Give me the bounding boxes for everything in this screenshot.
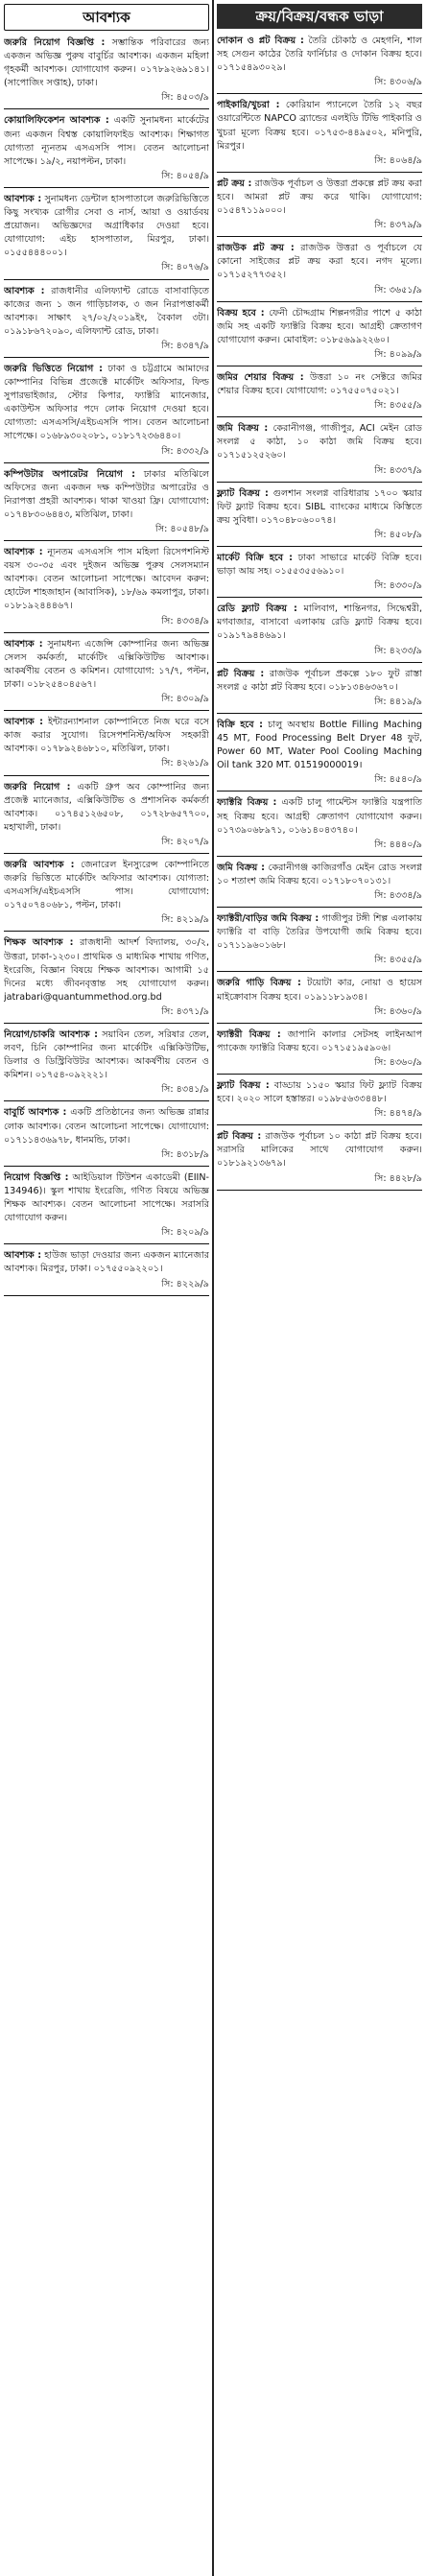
classified-ad — [217, 1130, 422, 1185]
ad-body: একটি প্রতিষ্ঠানের জন্য অভিজ্ঞ রান্নার লোক আবশ্যক। বেতন আলোচনা সাপেক্ষে। যোগাযোগ: ০১৭১১৪৩৬৯৭৮, ধানমন্ডি, ঢাকা। — [4, 1107, 209, 1146]
ad-reference-code: সি: ৪০৫৪৮/৯ — [155, 524, 209, 534]
ad-body: কোরিয়ান প্যানেলে তৈরি ১২ বছর ওয়ারেন্টিতে NAPCO ব্র্যান্ডের এলইডি টিভি পাইকারি ও খুচরা মূল্যে বিক্রয় হবে। ০১৭৫৩-৪৪৯৫০২, মনিপুরি, মিরপুর। — [217, 100, 422, 152]
ad-reference-code: সি: ৪৪৭৪/৯ — [374, 1108, 422, 1120]
ad-body: কেরানীগঞ্জ, গাজীপুর, ACI মেইন রোড সংলগ্ন ৫ কাঠা, ১০ কাঠা জমি বিক্রয় হবে। ০১৭১৫১২৫২৬০। — [217, 423, 422, 461]
ad-text — [217, 487, 422, 528]
ad-text — [4, 363, 209, 444]
classified-ad — [217, 1079, 422, 1121]
ad-body: সম্ভান্তিক পরিবারের জন্য একজন অভিজ্ঞ পুরুষ বাবুর্চির আবশ্যক। একজন মহিলা গৃহকর্মী আবশ্যক। যোগাযোগ করুন। ০১৭৮৯২৬৯১৪১। (সাপোজিং সপ্তাহ), ঢাকা। — [4, 37, 209, 89]
ad-heading: জরুরি গাড়ি বিক্রয় : — [217, 978, 301, 989]
ad-heading: পাইকারি/খুচরা : — [217, 100, 280, 111]
classified-ad — [217, 422, 422, 477]
ad-body: জাপানি কালার সেটসহ লাইনআপ প্যাকেজ ফ্যাক্টরি বিক্রয় হবে। ০১৭১৫১৯৫৯০৬। — [217, 1028, 422, 1053]
ad-body: ঢাকা সাভারে মার্কেট বিক্রি হবে। ভাড়া আয় সহ। ০১৫৫৩৫৫৬৯১০। — [217, 553, 422, 578]
ad-reference-code: সি: ৪০৯৯/৯ — [374, 348, 422, 360]
ad-text — [217, 371, 422, 398]
ad-heading: শিক্ষক আবশ্যক : — [4, 937, 74, 949]
classified-ad — [217, 552, 422, 593]
ad-heading: জরুরি আবশ্যক : — [4, 859, 75, 870]
ad-text — [217, 35, 422, 75]
ad-separator — [4, 775, 209, 776]
ad-reference-code: সি: ৪৩৩৭/৯ — [374, 464, 422, 476]
ad-heading: আবশ্যক : — [4, 717, 43, 728]
classified-ad — [217, 35, 422, 89]
ad-text — [217, 242, 422, 282]
ad-separator — [217, 1124, 422, 1125]
ad-separator — [217, 172, 422, 173]
column-buy-sell — [217, 0, 422, 2576]
classified-ad — [217, 1028, 422, 1070]
ad-text — [4, 468, 209, 522]
ad-heading: জমি বিক্রয় : — [217, 862, 265, 873]
ad-heading: মার্কেট বিক্রি হবে : — [217, 553, 293, 563]
ad-reference-code: সি: ৪৩৪১/৯ — [161, 1084, 209, 1096]
ad-heading: জমি বিক্রয় : — [217, 423, 269, 435]
ad-reference-code: সি: ৪২৩৩/৯ — [374, 645, 422, 656]
ad-separator — [217, 546, 422, 547]
classified-ad — [217, 862, 422, 903]
ad-body: গুলশান সংলগ্ন বারিধারায় ১৭০০ স্কয়ার ফিট ফ্ল্যাট বিক্রয় হবে। SIBL ব্যাংকের মাধ্যমে কিস্তিতে ক্রয় সুবিধা। ০১৭০৪৮০৬০০৭৪। — [217, 487, 422, 526]
ad-text — [217, 552, 422, 579]
ad-body: ন্যূনতম এসএসসি পাস মহিলা রিসেপশনিস্ট বয়স ৩০-৩৫ এবং দুইজন অভিজ্ঞ পুরুষ সেলসম্যান আবশ্যক। বেতন আলোচনা সাপেক্ষে। আবেদন করুন: হোটেল শাহজাহান (আবাসিক), ১৮/৬৯ কমলাপুর, ঢাকা। ০১৮১৯২৪৪৪৬৭। — [4, 547, 209, 612]
ad-heading: বিক্রয় হবে : — [217, 307, 265, 319]
ad-separator — [4, 357, 209, 358]
classified-ad — [4, 781, 209, 849]
ad-heading: আবশ্যক : — [4, 547, 43, 558]
ad-body: উত্তরা ১০ নং সেক্টরে জমির শেয়ার বিক্রয় হবে। যোগাযোগ: ০১৭৫৫০৭৫০২১। — [217, 371, 422, 397]
classified-ad — [4, 36, 209, 105]
ad-heading: আবশ্যক : — [4, 285, 45, 296]
ad-body: রাজউক পূর্বাচল ১০ কাঠা প্লট বিক্রয় হবে। সরাসরি মালিকের সাথে যোগাযোগ করুন। ০১৮১৯২১৩৬৭৯। — [217, 1131, 422, 1170]
wanted-ads-list — [4, 36, 209, 1296]
classified-ad — [217, 796, 422, 851]
ad-heading: দোকান ও প্লট বিক্রয় : — [217, 35, 304, 46]
ad-separator — [217, 93, 422, 94]
ad-separator — [217, 856, 422, 857]
ad-separator — [217, 301, 422, 302]
ad-body: চালু অবস্থায় Bottle Filling Maching 45 MT, Food Processing Belt Dryer 48 ফুট, Power 60 MT, Water Pool Cooling Maching Oil tank 320 MT. 01519000019। — [217, 719, 422, 771]
ad-text — [4, 1106, 209, 1146]
ad-reference-code: সি: ৪৩৬০/৯ — [374, 1056, 422, 1068]
ad-text — [4, 36, 209, 90]
ad-text — [217, 1130, 422, 1170]
ad-reference-code: সি: ৪৩৪৭/৯ — [161, 340, 209, 351]
ad-separator — [217, 416, 422, 417]
ad-separator — [217, 791, 422, 792]
ad-separator — [4, 279, 209, 280]
ad-reference-code: সি: ৩৬৫১/৯ — [374, 284, 422, 295]
ad-separator — [217, 907, 422, 908]
ad-reference-code: সি: ৪৩৫৫/৯ — [374, 955, 422, 966]
ad-body: ঢাকা ও চট্টগ্রামে আমাদের কোম্পানির বিভিন্ন প্রজেক্টে মার্কেটিং অফিসার, ফিল্ড সুপারভাইজার, স্টোর কিপার, ফ্যাক্টরি ম্যানেজার, একাউন্টস অফিসার পদে লোক নিয়োগ দেওয়া হবে। যোগ্যতা: এসএসসি/এইচএসসি পাস। বেতন আলোচনা সাপেক্ষে। ০১৬৮৯৩০২০৮১, ০১৮১৭২৩৬৪৪০। — [4, 363, 209, 442]
ad-reference-code: সি: ৪০৫৪/৯ — [161, 170, 209, 181]
ad-body: টয়োটা কার, নোয়া ও হায়েস মাইক্রোবাস বিক্রয় হবে। ০১৯১১৮১৯৩৪। — [217, 978, 422, 1003]
ad-reference-code: সি: ৪৩৬০/৯ — [374, 1005, 422, 1017]
ad-text — [4, 193, 209, 260]
ad-heading: রাজউক প্লট ক্রয় : — [217, 243, 295, 254]
classified-ad — [4, 546, 209, 628]
ad-reference-code: সি: ৪৪১৯/৯ — [374, 696, 422, 707]
ad-separator — [4, 1100, 209, 1101]
ad-body: সুনামধন্য এজেন্সি কোম্পানির জন্য অভিজ্ঞ সেলস কর্মকর্তা, মার্কেটিং এক্সিকিউটিভ আবশ্যক। আকর্ষণীয় বেতন ও কমিশন। যোগাযোগ: ১৭/৭, পল্টন, ঢাকা। ০১৮২৫৪০৪৫৬৭। — [4, 638, 209, 690]
ad-separator — [217, 597, 422, 598]
ad-reference-code: সি: ৪৪৪০/৯ — [374, 839, 422, 850]
ad-text — [4, 936, 209, 1004]
classified-ad — [217, 99, 422, 167]
ad-separator — [4, 1243, 209, 1244]
ad-text — [217, 1079, 422, 1106]
ad-reference-code: সি: ৪৫৪০/৯ — [374, 774, 422, 786]
ad-heading: ফ্ল্যাট বিক্রয় : — [217, 1080, 270, 1091]
ad-separator — [217, 236, 422, 237]
ad-text — [4, 1249, 209, 1276]
section-header-wanted: আবশ্যক — [4, 4, 209, 31]
ad-heading: বিক্রি হবে : — [217, 719, 263, 730]
ad-reference-code: সি: ৪৩০৯/৯ — [161, 694, 209, 705]
classified-ad — [217, 603, 422, 657]
classified-ad — [4, 285, 209, 353]
ad-heading: নিয়োগ/চাকরি আবশ্যক : — [4, 1029, 98, 1040]
ad-separator — [4, 462, 209, 463]
ad-body: ঢাকার মতিঝিলে অফিসের জন্য একজন দক্ষ কম্পিউটার অপারেটর ও নিরাপত্তা প্রহরী আবশ্যক। থাকা খাওয়া ফ্রি। যোগাযোগ: ০১৭৪৮৩০৬৪৪৩, মতিঝিল, ঢাকা। — [4, 468, 209, 520]
ad-body: হাউজ ভাড়া দেওয়ার জন্য একজন ম্যানেজার আবশ্যক। মিরপুর, ঢাকা। ০১৭৫৫০৯২২০১। — [4, 1250, 209, 1275]
ad-body: রাজউক উত্তরা ও পূর্বাচলে যে কোনো সাইজের প্লট ক্রয় করা হবে। নগদ মূল্যে। ০১৭১৫২৭৭৩৫২। — [217, 243, 422, 281]
classified-ad — [4, 363, 209, 459]
ad-reference-code: সি: ৪৫০৮/৯ — [374, 529, 422, 540]
ad-body: কেরানীগঞ্জ কাজিরগাঁও মেইন রোড সংলগ্ন ১০ শতাংশ জমি বিক্রয় হবে। ০১৭১৮০৭০১৩১। — [217, 862, 422, 886]
ad-separator — [4, 1166, 209, 1167]
ad-separator — [4, 108, 209, 109]
ad-reference-code: সি: ৪৩৩৪/৯ — [161, 615, 209, 626]
classified-ad — [4, 1249, 209, 1290]
ad-text — [217, 99, 422, 153]
ad-heading: প্লট বিক্রয় : — [217, 1131, 262, 1143]
ad-heading: আবশ্যক : — [4, 193, 42, 204]
classified-ad — [217, 977, 422, 1018]
ad-reference-code: সি: ৪৩৩২/৯ — [161, 445, 209, 457]
ad-body: জেনারেল ইনস্যুরেন্স কোম্পানিতে জরুরি ভিত্তিতে মার্কেটিং অফিসার আবশ্যক। যোগ্যতা: এসএসসি/এইচএসসি পাস। যোগাযোগ: ০১৭৫০৭৪০৬৮১, পল্টন, ঢাকা। — [4, 859, 209, 911]
classified-ad — [4, 638, 209, 706]
classified-ad — [4, 1028, 209, 1097]
classified-ad — [217, 371, 422, 413]
ad-body: একটি চালু গার্মেন্টস ফ্যাক্টরি যন্ত্রপাতি সহ বিক্রয় হবে। আগ্রহী ক্রেতাগণ যোগাযোগ করুন। ০১৭৩৯০৬৮৯৭১, ০১৬১৪০৪৩৭৪০। — [217, 797, 422, 836]
ad-separator — [217, 1074, 422, 1075]
ad-body: ফেনী চৌদ্দগ্রাম শিল্পনগরীর পাশে ৫ কাঠা জমি সহ একটি ফ্যাক্টরি বিক্রয় হবে। আগ্রহী ক্রেতাগণ যোগাযোগ করুন। মোবাইল: ০১৮৫৬৯৯২২৬০। — [217, 307, 422, 345]
ad-body: গাজীপুর টঙ্গী শিল্প এলাকায় ফ্যাক্টরি বা বাড়ি তৈরির উপযোগী জমি বিক্রয় হবে। ০১৭১১৯৬০১৬৮। — [217, 913, 422, 952]
classified-ad — [217, 487, 422, 542]
ad-text — [4, 546, 209, 613]
ad-body: রাজধানীর এলিফ্যান্ট রোডে বাসাবাড়িতে কাজের জন্য ১ জন গাড়িচালক, ৩ জন নিরাপত্তাকর্মী আবশ্যক। সাক্ষাৎ ২৭/০২/২০১৯ইং, বৈকাল ৩টা। ০১৯১৮৬৭২০৯০, এলিফ্যান্ট রোড, ঢাকা। — [4, 285, 209, 337]
ad-text — [4, 114, 209, 168]
ad-separator — [217, 1190, 422, 1191]
ad-heading: ফ্যাক্টরী বিক্রয় : — [217, 1028, 281, 1040]
buy-sell-ads-list — [217, 35, 422, 1191]
ad-body: একটি সুনামধন্য মার্কেটের জন্য একজন বিশ্বস্ত কোয়ালিফাইড আবশ্যক। শিক্ষাগত যোগ্যতা ন্যূনতম এসএসসি পাস। বেতন আলোচনা সাপেক্ষে। ১৯/২, নয়াপল্টন, ঢাকা। — [4, 115, 209, 167]
ad-text — [217, 603, 422, 643]
ad-text — [217, 719, 422, 772]
ad-reference-code: সি: ৪০৭৬/৯ — [161, 262, 209, 273]
ad-text — [4, 285, 209, 339]
ad-text — [217, 912, 422, 953]
ad-text — [217, 668, 422, 695]
ad-body: সুনামধন্য ডেন্টাল হাসপাতালে জরুরিভিত্তিতে কিছু সংখ্যক রোগীর সেবা ও নার্স, আয়া ও ওয়ার্ডবয় প্রয়োজন। অভিজ্ঞদের অগ্রাধিকার দেওয়া হবে। যোগাযোগ: এইচ হাসপাতাল, মিরপুর, ঢাকা। ০১৫৫৪৪৪০০১। — [4, 193, 209, 259]
ad-heading: জরুরি ভিত্তিতে নিয়োগ : — [4, 363, 104, 374]
ad-reference-code: সি: ৪৩৩৪/৯ — [374, 889, 422, 901]
ad-reference-code: সি: ৪২০৯/৯ — [161, 1227, 209, 1239]
ad-body: ইন্টারন্যাশনাল কোম্পানিতে নিজ ঘরে বসে কাজ করার সুযোগ। রিসেপশনিস্ট/অফিস সহকারী আবশ্যক। ০১৭৮৯২৪৬৮১০, মতিঝিল, ঢাকা। — [4, 717, 209, 755]
ad-reference-code: সি: ৪৩৭৯/৯ — [374, 220, 422, 231]
ad-separator — [4, 710, 209, 711]
ad-text — [217, 177, 422, 218]
classified-ad — [4, 859, 209, 927]
ad-separator — [217, 482, 422, 483]
ad-text — [217, 1028, 422, 1055]
ad-reference-code: সি: ৪৩৩০/৯ — [374, 580, 422, 592]
ad-heading: জমির শেয়ার বিক্রয় : — [217, 371, 304, 383]
ad-body: মালিবাগ, শান্তিনগর, সিদ্ধেশ্বরী, মগবাজার, বাসাবো এলাকায় রেডি ফ্ল্যাট বিক্রয় হবে। ০১৯১৭৯৪৪৬৯১। — [217, 603, 422, 642]
ad-separator — [4, 1023, 209, 1024]
ad-heading: জরুরি নিয়োগ বিজ্ঞপ্তি : — [4, 37, 106, 48]
ad-reference-code: সি: ৪০৬৪/৯ — [374, 154, 422, 166]
ad-heading: ফ্ল্যাট বিক্রয় : — [217, 487, 269, 499]
ad-reference-code: সি: ৪২০৭/৯ — [161, 836, 209, 847]
classified-ad — [4, 468, 209, 536]
ad-text — [4, 638, 209, 692]
ad-text — [4, 716, 209, 756]
ad-text — [217, 862, 422, 888]
ad-text — [4, 781, 209, 835]
ad-heading: নিয়োগ বিজ্ঞপ্তি : — [4, 1171, 69, 1183]
ad-text — [4, 859, 209, 912]
ad-body: বাড্ডায় ১১৫০ স্কয়ার ফিট ফ্ল্যাট বিক্রয় হবে। ২০২০ সালে হস্তান্তর। ০১৯৮৫৬৩৩৪৪৮। — [217, 1080, 422, 1105]
ad-body: একটি গ্রুপ অব কোম্পানির জন্য প্রজেক্ট ম্যানেজার, এক্সিকিউটিভ ও প্রশাসনিক কর্মকর্তা আবশ্যক। ০১৭৪৫১২৬৫০৮, ০১৭২৮৬৫৭৭০০, মহাখালী, ঢাকা। — [4, 781, 209, 833]
ad-text — [217, 422, 422, 462]
ad-heading: রেডি ফ্ল্যাট বিক্রয় : — [217, 603, 297, 615]
ad-body: সয়াবিন তেল, সরিষার তেল, লবণ, চিনি কোম্পানির জন্য মার্কেটিং এক্সিকিউটিভ, ডিলার ও ডিস্ট্রিবিউটর আবশ্যক। আকর্ষণীয় বেতন ও কমিশন। ০১৭৫৪-০৯২২২১। — [4, 1029, 209, 1081]
classified-ad — [217, 668, 422, 709]
classified-ad — [4, 1171, 209, 1240]
ad-heading: আবশ্যক : — [4, 1250, 42, 1262]
ad-body: রাজধানী আদর্শ বিদ্যালয়, ৩০/২, উত্তরা, ঢাকা-১২৩০। প্রাথমিক ও মাধ্যমিক শাখায় গণিত, ইংরেজি, বিজ্ঞান বিষয়ে শিক্ষক আবশ্যক। আগামী ১৫ দিনের মধ্যে জীবনবৃত্তান্ত সহ যোগাযোগ করুন। jatrabari@quantummethod.org.bd — [4, 937, 209, 1003]
ad-heading: ফ্যাক্টরি বিক্রয় : — [217, 797, 277, 809]
ad-heading: প্লট ক্রয় : — [217, 177, 252, 189]
ad-body: রাজউক পূর্বাচল প্রকল্পে ১৮০ ফুট রাস্তা সংলগ্ন ৫ কাঠা প্লট বিক্রয় হবে। ০১৮১৩৪৬৩৬৭০। — [217, 668, 422, 693]
classified-ad — [4, 716, 209, 770]
classified-ad — [217, 242, 422, 296]
ad-separator — [4, 187, 209, 188]
ad-reference-code: সি: ৪৫০৩/৯ — [161, 92, 209, 104]
ad-separator — [4, 931, 209, 932]
column-divider — [212, 0, 214, 2576]
ad-separator — [4, 1295, 209, 1296]
ad-reference-code: সি: ৪২১৯/৯ — [161, 914, 209, 926]
classified-ad — [217, 719, 422, 787]
classified-ad — [4, 193, 209, 275]
ad-body: আইডিয়াল টিউশন একাডেমী (EIIN-134946)। স্কুল শাখায় ইংরেজি, গণিত বিষয়ে অভিজ্ঞ শিক্ষক আবশ্যক। বেতন আলোচনা সাপেক্ষে। সরাসরি যোগাযোগ করুন। — [4, 1171, 209, 1224]
ad-reference-code: সি: ৪২২৯/৯ — [161, 1278, 209, 1289]
ad-heading: আবশ্যক : — [4, 638, 43, 650]
ad-body: রাজউক পূর্বাচল ও উত্তরা প্রকল্পে প্লট ক্রয় করা হবে। আমরা প্লট ক্রয় করে থাকি। যোগাযোগ: ০১৫৪৭১১৯০০০। — [217, 177, 422, 217]
ad-text — [217, 977, 422, 1004]
ad-reference-code: সি: ৪৩৭১/৯ — [161, 1005, 209, 1017]
ad-reference-code: সি: ৪৩১৮/৯ — [161, 1148, 209, 1160]
ad-separator — [217, 713, 422, 714]
ad-separator — [217, 971, 422, 972]
ad-heading: কোয়ালিফিকেশন আবশ্যক : — [4, 115, 109, 127]
column-wanted — [4, 0, 209, 2576]
ad-separator — [217, 662, 422, 663]
ad-reference-code: সি: ৪২৬১/৯ — [161, 758, 209, 769]
ad-reference-code: সি: ৪৪২৮/৯ — [374, 1172, 422, 1184]
ad-heading: বাবুর্চি আবশ্যক : — [4, 1107, 67, 1119]
classified-ad — [4, 1106, 209, 1161]
ad-body: তৈরি চৌকাঠ ও মেহগনি, শাল সহ সেগুন কাঠের তৈরি ফার্নিচার ও দোকান বিক্রয় হবে। ০১৭১৫৪৯৩০২৯। — [217, 35, 422, 74]
ad-reference-code: সি: ৪৩৫৫/৯ — [374, 400, 422, 412]
ad-text — [217, 796, 422, 837]
ad-text — [4, 1171, 209, 1225]
ad-heading: জরুরি নিয়োগ : — [4, 781, 71, 792]
section-header-buy-sell: ক্রয়/বিক্রয়/বন্ধক ভাড়া — [217, 4, 422, 29]
ad-separator — [4, 540, 209, 541]
classified-ad — [4, 114, 209, 182]
ad-text — [217, 307, 422, 347]
ad-text — [4, 1028, 209, 1082]
ad-heading: ফ্যাক্টরী/বাড়ির জমি বিক্রয় : — [217, 913, 320, 925]
ad-heading: কম্পিউটার অপারেটর নিয়োগ : — [4, 468, 135, 480]
ad-heading: প্লট বিক্রয় : — [217, 668, 265, 679]
classified-ad — [217, 307, 422, 362]
ad-separator — [217, 1023, 422, 1024]
classified-ad — [4, 936, 209, 1019]
ad-reference-code: সি: ৪৩০৬/৯ — [374, 77, 422, 88]
ad-separator — [4, 853, 209, 854]
ad-separator — [4, 632, 209, 633]
classified-ad — [217, 177, 422, 232]
classified-ad — [217, 912, 422, 967]
